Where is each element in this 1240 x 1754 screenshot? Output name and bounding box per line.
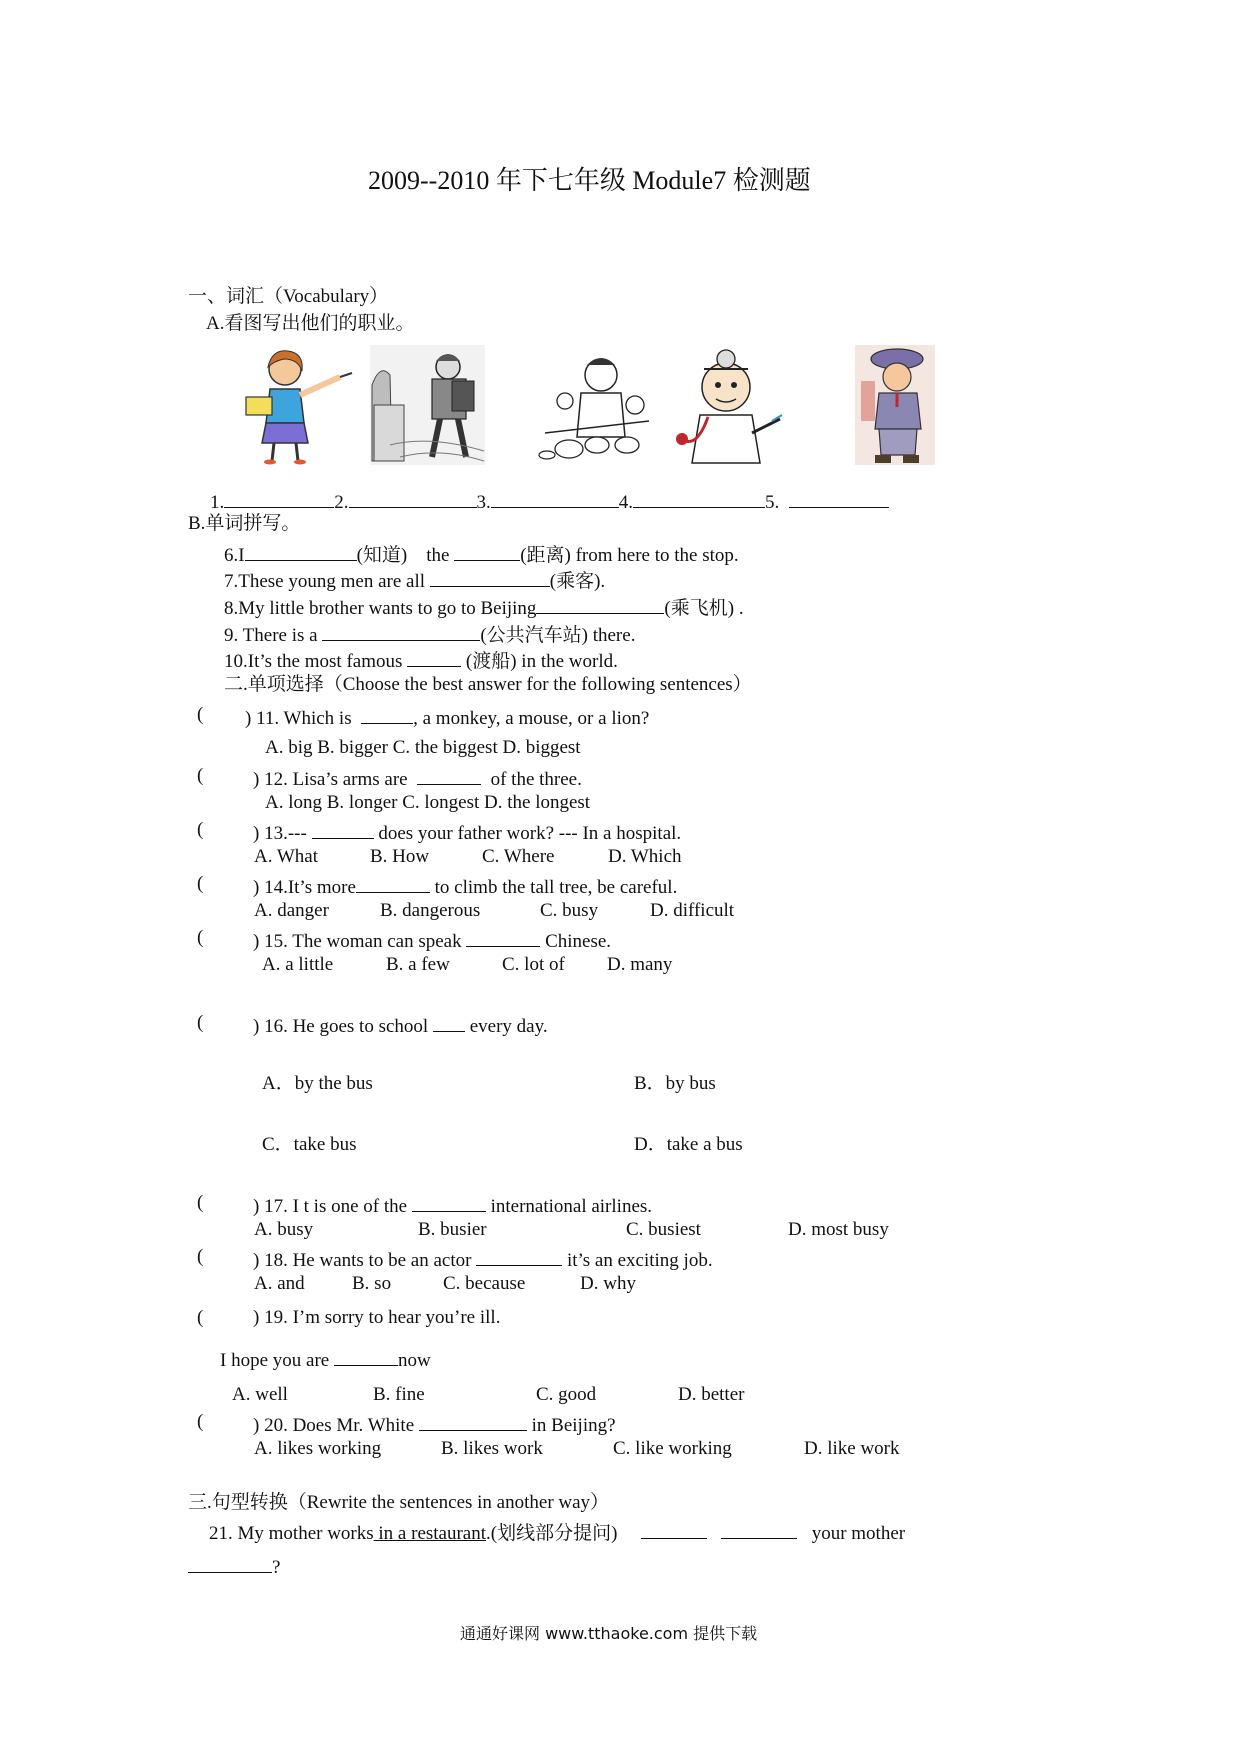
section1-heading: 一、词汇（Vocabulary） — [188, 286, 389, 307]
option-14-c: C. busy — [540, 900, 599, 921]
option-17-b: B. busier — [418, 1219, 487, 1240]
option-19-c: C. good — [536, 1384, 597, 1405]
spelling-item-7: 7.These young men are all (乘客). — [224, 568, 605, 591]
option-18-a: A. and — [254, 1273, 305, 1294]
student-illustration — [370, 345, 485, 465]
answer-blank-3[interactable] — [491, 489, 619, 508]
question-18: ) 18. He wants to be an actor it’s an exciting job. — [253, 1247, 713, 1270]
spelling-blank-10[interactable] — [407, 648, 461, 667]
question-blank-17 — [412, 1193, 486, 1212]
answer-paren-16[interactable]: ( — [197, 1012, 204, 1033]
picture-number-3: 3. — [476, 492, 491, 513]
question-20: ) 20. Does Mr. White in Beijing? — [253, 1412, 616, 1435]
question-11: ) 11. Which is , a monkey, a mouse, or a lion? — [245, 705, 649, 728]
spelling-blank-9[interactable] — [322, 622, 480, 641]
options-12: A. long B. longer C. longest D. the longest — [265, 792, 591, 813]
partB-instruction: B.单词拼写。 — [188, 513, 301, 534]
answer-blank-1[interactable] — [224, 489, 334, 508]
option-13-c: C. Where — [482, 846, 555, 867]
answer-paren-15[interactable]: ( — [197, 927, 204, 948]
option-18-c: C. because — [443, 1273, 526, 1294]
option-18-d: D. why — [580, 1273, 636, 1294]
picture-answer-row — [210, 489, 889, 512]
answer-paren-12[interactable]: ( — [197, 765, 204, 786]
spelling-item-6: 6.I (知道) the (距离) from here to the stop. — [224, 542, 739, 565]
answer-blank-5[interactable] — [789, 489, 889, 508]
question-17: ) 17. I t is one of the international airlines. — [253, 1193, 652, 1216]
option-19-a: A. well — [232, 1384, 288, 1405]
option-17-d: D. most busy — [788, 1219, 889, 1240]
question-14: ) 14.It’s more to climb the tall tree, be careful. — [253, 874, 677, 897]
picture-number-5: 5. — [765, 492, 780, 513]
spelling-blank-6a[interactable] — [245, 542, 357, 561]
answer-blank-4[interactable] — [633, 489, 765, 508]
section3-heading: 三.句型转换（Rewrite the sentences in another way） — [188, 1492, 610, 1513]
page-title: 2009--2010 年下七年级 Module7 检测题 — [368, 166, 811, 195]
answer-paren-20[interactable]: ( — [197, 1411, 204, 1432]
option-17-c: C. busiest — [626, 1219, 701, 1240]
answer-paren-19[interactable]: ( — [197, 1307, 204, 1328]
picture-number-1: 1. — [210, 492, 225, 513]
cook-illustration — [535, 345, 650, 465]
doctor-illustration — [668, 345, 783, 465]
picture-number-4: 4. — [618, 492, 633, 513]
picture-number-2: 2. — [334, 492, 349, 513]
answer-paren-17[interactable]: ( — [197, 1192, 204, 1213]
rewrite-blank-1[interactable] — [641, 1520, 707, 1539]
option-16-d: D．take a bus — [634, 1134, 743, 1155]
option-16-c: C．take bus — [262, 1134, 357, 1155]
spelling-item-10: 10.It’s the most famous (渡船) in the world. — [224, 648, 618, 671]
answer-paren-13[interactable]: ( — [197, 819, 204, 840]
question-blank-13 — [312, 820, 374, 839]
option-20-d: D. like work — [804, 1438, 900, 1459]
question-blank-11 — [361, 705, 413, 724]
underlined-phrase: in a restaurant — [373, 1523, 487, 1544]
question-16: ) 16. He goes to school every day. — [253, 1013, 548, 1036]
option-18-b: B. so — [352, 1273, 392, 1294]
partA-instruction: A.看图写出他们的职业。 — [206, 313, 415, 334]
policeman-illustration — [855, 345, 935, 465]
question-21-line2: ? — [188, 1554, 280, 1577]
question-12: ) 12. Lisa’s arms are of the three. — [253, 766, 582, 789]
answer-paren-14[interactable]: ( — [197, 873, 204, 894]
option-15-c: C. lot of — [502, 954, 565, 975]
question-19: ) 19. I’m sorry to hear you’re ill. — [253, 1307, 501, 1328]
answer-paren-11[interactable]: ( — [197, 704, 204, 725]
option-15-b: B. a few — [386, 954, 450, 975]
option-20-a: A. likes working — [254, 1438, 382, 1459]
spelling-item-9: 9. There is a (公共汽车站) there. — [224, 622, 635, 645]
question-blank-16 — [433, 1013, 465, 1032]
teacher-illustration — [240, 345, 355, 465]
question-blank-15 — [466, 928, 540, 947]
question-blank-14 — [356, 874, 430, 893]
footer-source: 通通好课网 www.tthaoke.com 提供下载 — [460, 1624, 758, 1643]
option-16-b: B．by bus — [634, 1073, 716, 1094]
option-13-d: D. Which — [608, 846, 682, 867]
rewrite-blank-2[interactable] — [721, 1520, 797, 1539]
option-20-c: C. like working — [613, 1438, 732, 1459]
question-19-line2: I hope you are now — [220, 1347, 431, 1370]
question-blank-19 — [334, 1347, 398, 1366]
option-14-b: B. dangerous — [380, 900, 481, 921]
spelling-blank-7[interactable] — [430, 568, 550, 587]
options-11: A. big B. bigger C. the biggest D. biggest — [265, 737, 581, 758]
option-19-b: B. fine — [373, 1384, 425, 1405]
section2-heading: 二.单项选择（Choose the best answer for the following sentences） — [224, 674, 752, 695]
question-13: ) 13.--- does your father work? --- In a hospital. — [253, 820, 681, 843]
option-15-a: A. a little — [262, 954, 334, 975]
option-17-a: A. busy — [254, 1219, 314, 1240]
option-15-d: D. many — [607, 954, 673, 975]
rewrite-blank-3[interactable] — [188, 1554, 272, 1573]
spelling-blank-6b[interactable] — [454, 542, 520, 561]
spelling-blank-8[interactable] — [536, 595, 664, 614]
question-blank-12 — [417, 766, 481, 785]
option-16-a: A．by the bus — [262, 1073, 373, 1094]
option-14-a: A. danger — [254, 900, 329, 921]
question-blank-18 — [476, 1247, 562, 1266]
option-13-b: B. How — [370, 846, 430, 867]
answer-paren-18[interactable]: ( — [197, 1246, 204, 1267]
answer-blank-2[interactable] — [349, 489, 477, 508]
question-blank-20 — [419, 1412, 527, 1431]
option-14-d: D. difficult — [650, 900, 735, 921]
option-19-d: D. better — [678, 1384, 745, 1405]
option-13-a: A. What — [254, 846, 319, 867]
question-15: ) 15. The woman can speak Chinese. — [253, 928, 611, 951]
spelling-item-8: 8.My little brother wants to go to Beijing (乘飞机) . — [224, 595, 744, 618]
question-21: 21. My mother works in a restaurant.(划线部分提问) your mother — [209, 1520, 905, 1543]
option-20-b: B. likes work — [441, 1438, 543, 1459]
